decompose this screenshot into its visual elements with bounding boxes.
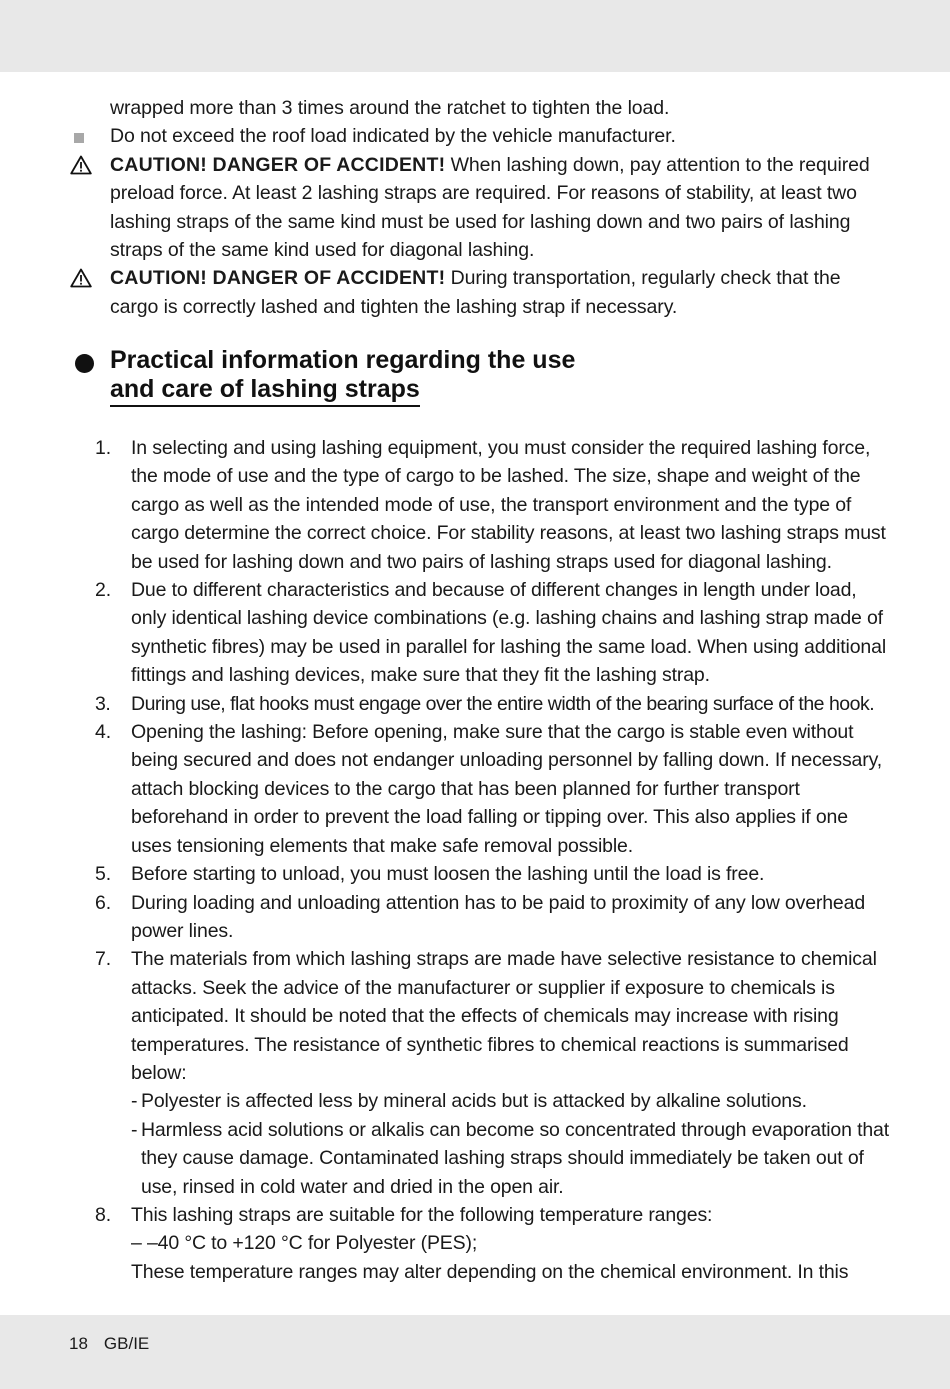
list-number: 6. <box>95 891 111 914</box>
temperature-range: – –40 °C to +120 °C for Polyester (PES); <box>131 1232 478 1255</box>
list-item <box>0 945 950 1201</box>
continuation-line: wrapped more than 3 times around the ratchet to tighten the load. <box>110 97 670 119</box>
sub-item: - Harmless acid solutions or alkalis can become so concentrated through evaporation that they cause damage. Contaminated lashing straps should immediately be taken out of use, rinsed in cold water and dried in the open air. <box>131 1118 890 1198</box>
list-text: Due to different characteristics and because of different changes in length under load, only identical lashing device combinations (e.g. lashing chains and lashing strap made of synthetic fibres) may be used in parallel for lashing the same load. When using additional fittings and lashing devices, make sure that they fit the lashing strap. <box>131 579 887 687</box>
list-item <box>0 1201 950 1286</box>
list-number: 2. <box>95 579 111 602</box>
caution-text: During transportation, regularly check that the cargo is correctly lashed and tighten the lashing strap if necessary. <box>110 267 841 318</box>
numbered-list <box>0 434 950 1286</box>
list-text-continuation: These temperature ranges may alter depending on the chemical environment. In this <box>131 1260 849 1283</box>
list-number: 7. <box>95 948 111 971</box>
list-item <box>0 690 950 718</box>
list-number: 5. <box>95 863 111 886</box>
warning-triangle-icon <box>70 264 92 288</box>
list-text: The materials from which lashing straps are made have selective resistance to chemical attacks. Seek the advice of the manufacturer or supplier if exposure to chemicals is anticipated. It should be noted that the effects of chemicals may increase with rising temperatures. The resistance of synthetic fibres to chemical reactions is summarised below: <box>131 948 877 1084</box>
list-item <box>0 434 950 576</box>
list-number: 1. <box>95 437 111 459</box>
region-label: GB/IE <box>103 1334 150 1353</box>
list-text: During loading and unloading attention has to be paid to proximity of any low overhead power lines. <box>131 891 866 942</box>
caution-item-1 <box>0 151 950 265</box>
page-number: 18 <box>69 1334 88 1353</box>
list-item <box>0 860 950 888</box>
sub-item: - Polyester is affected less by mineral acids but is attacked by alkaline solutions. <box>131 1090 807 1113</box>
black-dot-icon <box>75 354 94 373</box>
caution-label: CAUTION! DANGER OF ACCIDENT! <box>110 153 446 176</box>
section-title-line-2: and care of lashing straps <box>110 375 420 407</box>
list-text: This lashing straps are suitable for the following temperature ranges: <box>131 1203 713 1226</box>
list-number: 3. <box>95 692 111 715</box>
section-title <box>110 346 575 407</box>
list-item <box>0 718 950 860</box>
header-band <box>0 0 950 72</box>
caution-label: CAUTION! DANGER OF ACCIDENT! <box>110 267 446 290</box>
list-text: Before starting to unload, you must loosen the lashing until the load is free. <box>131 863 765 886</box>
top-section <box>0 94 950 321</box>
page-footer <box>69 1334 149 1354</box>
caution-item-2 <box>0 264 950 321</box>
list-item <box>0 576 950 690</box>
list-number: 4. <box>95 721 111 744</box>
list-text: Opening the lashing: Before opening, make sure that the cargo is stable even without being secured and does not endanger unloading personnel by falling down. If necessary, attach blocking devices to the cargo that has been planned for further transport beforehand in order to prevent the load falling or tipping over. This also applies if one uses tensioning elements that make safe removal possible. <box>131 721 883 857</box>
list-text: In selecting and using lashing equipment, you must consider the required lashing force, the mode of use and the type of cargo to be lashed. The size, shape and weight of the cargo as well as the intended mode of use, the transport environment and the type of cargo determine the correct choice. For stability reasons, at least two lashing straps must be used for lashing down and two pairs of lashing straps used for diagonal lashing. <box>131 437 886 573</box>
list-item <box>0 889 950 946</box>
warning-triangle-icon <box>70 151 92 175</box>
list-text: During use, flat hooks must engage over the entire width of the bearing surface of the hook. <box>131 692 875 715</box>
caution-text: When lashing down, pay attention to the required preload force. At least 2 lashing straps are required. For reasons of stability, at least two lashing straps of the same kind must be used for lashing down and two pairs of lashing straps of the same kind used for diagonal lashing. <box>110 153 870 262</box>
square-bullet-icon <box>70 122 84 151</box>
list-number: 8. <box>95 1203 111 1226</box>
section-title-line-1: Practical information regarding the use <box>110 346 576 374</box>
bullet-item-roof-load: Do not exceed the roof load indicated by the vehicle manufacturer. <box>0 122 950 150</box>
